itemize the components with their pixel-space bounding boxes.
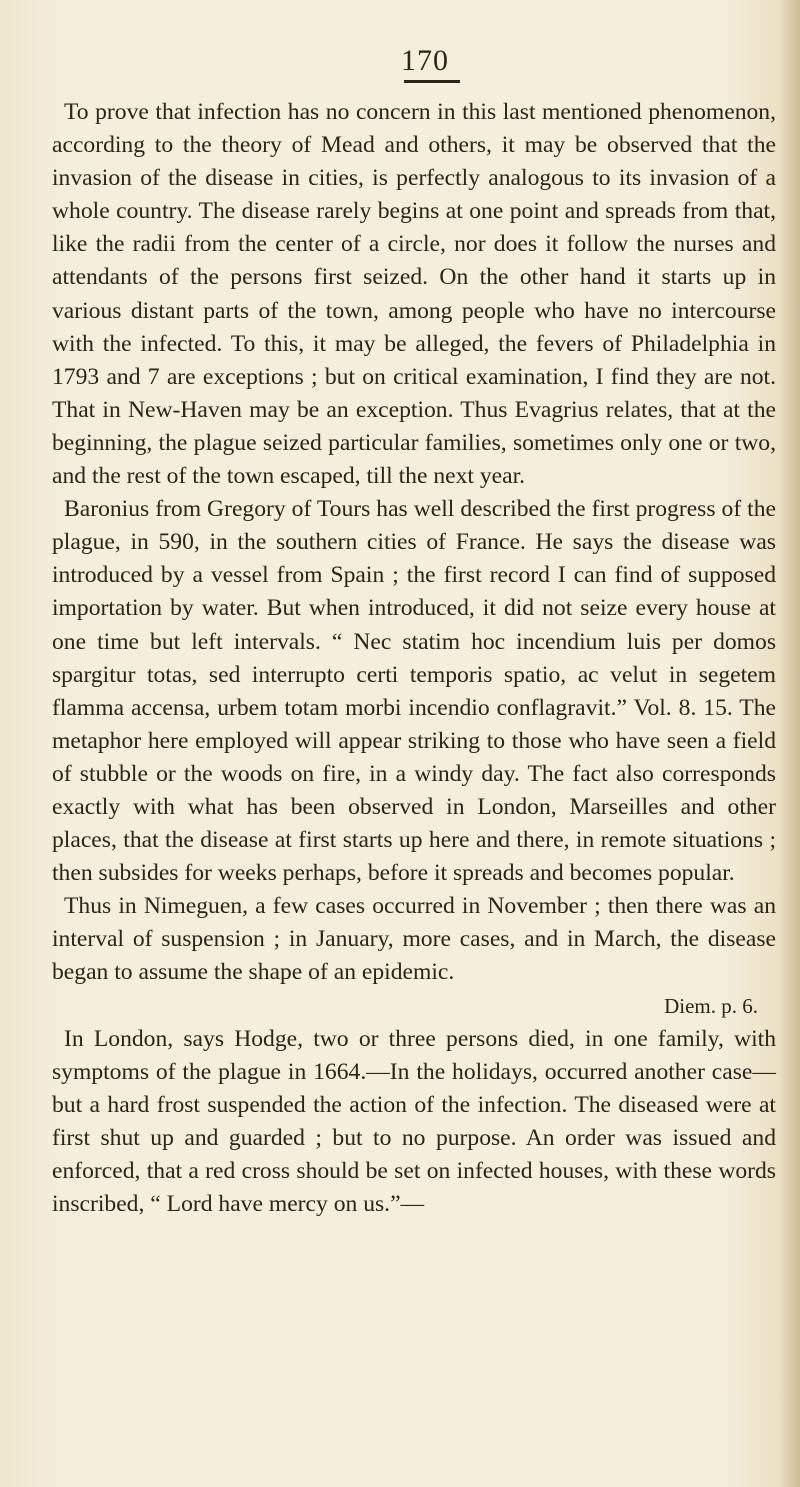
page-edge-shadow: [778, 0, 800, 1487]
paragraph-baronius: Baronius from Gregory of Tours has well described the first progress of the plague, in 590, in the southern cities of France. He says the disease was introduced by a vessel from Spain ; the first record I can find of supposed importation by water. But when introduced, it did not seize every house at one time but left intervals. “ Nec statim hoc incendium luis per domos spargitur totas, sed interrupto certi temporis spatio, ac velut in segetem flamma accensa, urbem totam morbi incendio conflagravit.” Vol. 8. 15. The metaphor here employed will appear striking to those who have seen a field of stubble or the woods on fire, in a windy day. The fact also corresponds exactly with what has been observed in London, Marseilles and other places, that the disease at first starts up here and there, in remote situations ; then subsides for weeks perhaps, before it spreads and becomes popular.: [52, 496, 776, 887]
paragraph-nimeguen: Thus in Nimeguen, a few cases occurred in November ; then there was an interval of suspension ; in January, more cases, and in March, the disease began to assume the shape of an epidemic.: [52, 893, 776, 986]
paragraph-london: In London, says Hodge, two or three persons died, in one family, with symptoms of the plague in 1664.—In the holidays, occurred another case—but a hard frost suspended the action of the infection. The diseased were at first shut up and guarded ; but to no purpose. An order was issued and enforced, that a red cross should be set on infected houses, with these words inscribed, “ Lord have mercy on us.”—: [52, 1025, 776, 1218]
page-number-rule: [404, 80, 460, 83]
page-number: 170: [401, 44, 449, 77]
citation: Diem. p. 6.: [664, 993, 758, 1018]
paragraph-infection: To prove that infection has no concern in this last mentioned phenomenon, according to the theory of Mead and others, it may be observed that the invasion of the disease in cities, is perfectly analogous to its invasion of a whole country. The disease rarely begins at one point and spreads from that, like the radii from the center of a circle, nor does it follow the nurses and attendants of the persons first seized. On the other hand it starts up in various distant parts of the town, among people who have no intercourse with the infected. To this, it may be alleged, the fevers of Philadelphia in 1793 and 7 are exceptions ; but on critical examination, I find they are not. That in New-Haven may be an exception. Thus Evagrius relates, that at the beginning, the plague seized particular families, sometimes only one or two, and the rest of the town escaped, till the next year.: [52, 99, 776, 490]
body-text: [52, 96, 776, 1221]
